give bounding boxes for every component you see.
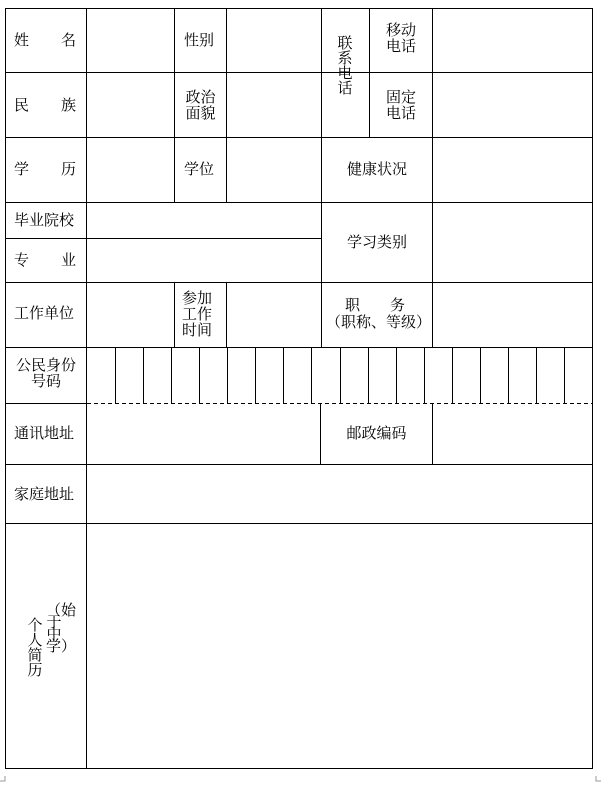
name-label: 姓 名 <box>14 31 76 49</box>
workplace-label: 工作单位 <box>14 304 75 322</box>
school-label: 毕业院校 <box>14 211 75 229</box>
health-field[interactable] <box>433 138 592 202</box>
home-address-label: 家庭地址 <box>14 485 75 503</box>
fixed-phone-label: 固定 电话 <box>385 88 416 122</box>
political-status-label: 政治 面貌 <box>185 88 216 122</box>
id-digit-cell[interactable] <box>397 348 424 403</box>
gender-label: 性别 <box>184 31 215 49</box>
position-label: 职 务 <box>345 296 406 314</box>
ethnicity-field[interactable] <box>87 73 174 137</box>
study-type-field[interactable] <box>433 203 592 282</box>
major-label: 专 业 <box>14 251 76 269</box>
id-digit-cell[interactable] <box>425 348 452 403</box>
school-field[interactable] <box>87 203 321 238</box>
id-digit-cell[interactable] <box>453 348 480 403</box>
ethnicity-label: 民 族 <box>14 96 76 114</box>
home-address-field[interactable] <box>87 465 592 523</box>
mailing-address-label: 通讯地址 <box>14 424 75 442</box>
corner-mark-left <box>0 776 6 782</box>
id-digit-cell[interactable] <box>369 348 396 403</box>
study-type-label: 学习类别 <box>346 233 407 251</box>
name-field[interactable] <box>87 9 174 72</box>
education-label: 学 历 <box>14 160 76 178</box>
id-digit-cell[interactable] <box>200 348 227 403</box>
postcode-label: 邮政编码 <box>346 424 407 442</box>
postcode-field[interactable] <box>433 404 592 464</box>
id-number-label: 公民身份 号码 <box>15 356 76 390</box>
id-digit-cell[interactable] <box>256 348 283 403</box>
health-label: 健康状况 <box>346 160 407 178</box>
id-digit-cell[interactable] <box>481 348 508 403</box>
id-digit-cell[interactable] <box>88 348 115 403</box>
degree-field[interactable] <box>227 138 321 202</box>
corner-mark-right <box>595 776 601 782</box>
gender-field[interactable] <box>227 9 321 72</box>
work-start-label: 参加 工作 时间 <box>181 289 212 339</box>
mobile-phone-field[interactable] <box>433 9 592 72</box>
id-digit-cell[interactable] <box>116 348 143 403</box>
id-digit-cell[interactable] <box>537 348 564 403</box>
workplace-field[interactable] <box>87 283 174 347</box>
mailing-address-field[interactable] <box>87 404 320 464</box>
work-start-field[interactable] <box>227 283 321 347</box>
mobile-phone-label: 移动 电话 <box>385 21 416 55</box>
id-digit-cell[interactable] <box>565 348 592 403</box>
position-sublabel: （职称、等级） <box>326 313 432 331</box>
resume-field[interactable] <box>87 524 592 768</box>
fixed-phone-field[interactable] <box>433 73 592 137</box>
major-field[interactable] <box>87 239 321 282</box>
resume-label: 个人简历 <box>27 616 43 679</box>
id-digit-cell[interactable] <box>144 348 171 403</box>
resume-note: （始于中学） <box>46 601 77 655</box>
id-digit-cell[interactable] <box>172 348 199 403</box>
position-field[interactable] <box>433 283 592 347</box>
id-digit-cell[interactable] <box>284 348 311 403</box>
contact-phone-label: 联系电话 <box>337 34 353 97</box>
education-field[interactable] <box>87 138 174 202</box>
id-digit-cell[interactable] <box>228 348 255 403</box>
id-digit-cell[interactable] <box>341 348 368 403</box>
degree-label: 学位 <box>184 160 215 178</box>
id-digit-cell[interactable] <box>509 348 536 403</box>
political-status-field[interactable] <box>227 73 321 137</box>
id-digit-cell[interactable] <box>312 348 339 403</box>
